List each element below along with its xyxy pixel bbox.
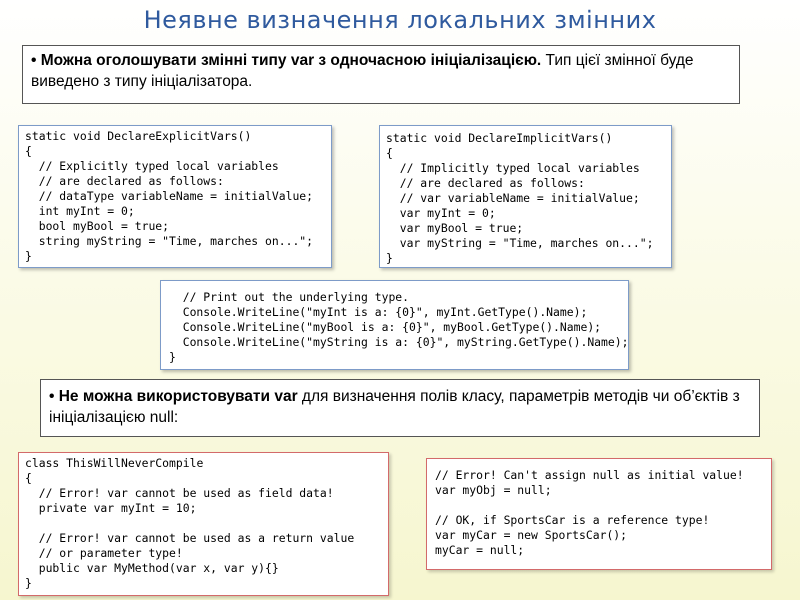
- code-line: // Print out the underlying type.: [169, 290, 410, 304]
- code-implicit-vars: [379, 125, 672, 268]
- code-line: // Error! Can't assign null as initial value!: [435, 468, 744, 482]
- code-line: {: [25, 144, 32, 158]
- code-line: var myCar = new SportsCar();: [435, 528, 628, 542]
- code-line: }: [169, 350, 176, 364]
- note-implicit-var-text: Тип цієї змінної буде виведено з типу ініціалізатора.: [31, 52, 694, 90]
- code-line: }: [25, 576, 32, 590]
- code-line: string myString = "Time, marches on...";: [25, 234, 314, 248]
- code-line: }: [386, 251, 393, 265]
- note-implicit-var-bold: • Можна оголошувати змінні типу var з одночасною ініціалізацією.: [31, 52, 542, 69]
- code-line: static void DeclareImplicitVars(): [386, 131, 613, 145]
- code-line: var myObj = null;: [435, 483, 552, 497]
- code-line: var myBool = true;: [386, 221, 524, 235]
- note-implicit-var: [22, 45, 740, 104]
- code-line: class ThisWillNeverCompile: [25, 456, 204, 470]
- code-line: // Error! var cannot be used as field data!: [25, 486, 334, 500]
- code-line: int myInt = 0;: [25, 204, 135, 218]
- code-line: // Explicitly typed local variables: [25, 159, 279, 173]
- code-line: public var MyMethod(var x, var y){}: [25, 561, 279, 575]
- code-line: [25, 516, 382, 531]
- code-line: // OK, if SportsCar is a reference type!: [435, 513, 710, 527]
- code-line: // are declared as follows:: [386, 176, 585, 190]
- code-line: Console.WriteLine("myInt is a: {0}", myInt.GetType().Name);: [169, 305, 588, 319]
- note-var-restrictions: [40, 379, 760, 437]
- code-line: // var variableName = initialValue;: [386, 191, 640, 205]
- code-line: // Implicitly typed local variables: [386, 161, 640, 175]
- code-line: Console.WriteLine("myString is a: {0}", myString.GetType().Name);: [169, 335, 629, 349]
- code-explicit-vars: [18, 125, 332, 268]
- code-line: // are declared as follows:: [25, 174, 224, 188]
- code-line: // Error! var cannot be used as a return value: [25, 531, 355, 545]
- code-never-compile: [18, 452, 389, 596]
- note-var-restrictions-text: для визначення полів класу, параметрів методів чи об’єктів з ініціалізацією null:: [49, 388, 740, 426]
- code-line: // or parameter type!: [25, 546, 183, 560]
- code-line: {: [25, 471, 32, 485]
- code-line: [435, 498, 765, 513]
- code-line: }: [25, 249, 32, 263]
- code-line: // dataType variableName = initialValue;: [25, 189, 314, 203]
- code-line: static void DeclareExplicitVars(): [25, 129, 252, 143]
- slide-title: Неявне визначення локальних змінних: [143, 6, 657, 34]
- note-var-restrictions-bold: • Не можна використовувати var: [49, 388, 298, 405]
- code-line: Console.WriteLine("myBool is a: {0}", myBool.GetType().Name);: [169, 320, 602, 334]
- code-line: var myInt = 0;: [386, 206, 496, 220]
- code-line: myCar = null;: [435, 543, 525, 557]
- code-print-types: [160, 280, 629, 370]
- code-line: private var myInt = 10;: [25, 501, 197, 515]
- code-null-assignment: [426, 458, 772, 570]
- code-line: bool myBool = true;: [25, 219, 170, 233]
- code-line: {: [386, 146, 393, 160]
- code-line: var myString = "Time, marches on...";: [386, 236, 654, 250]
